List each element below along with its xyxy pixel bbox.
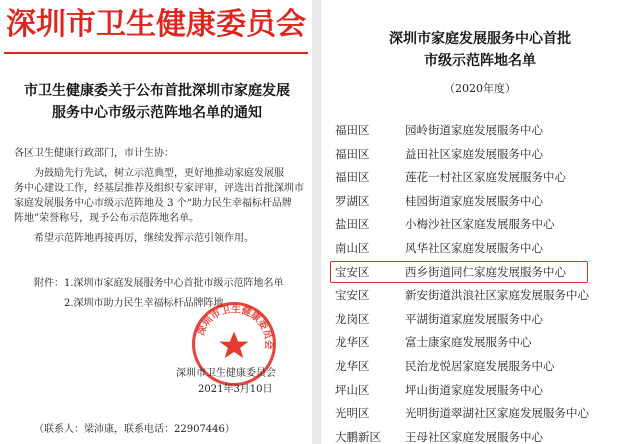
list-title (321, 28, 639, 72)
district-cell: 光明区 (335, 406, 370, 421)
notice-title-line: 市卫生健康委关于公布首批深圳市家庭发展 (24, 83, 290, 99)
district-cell: 南山区 (335, 240, 370, 255)
district-cell: 福田区 (335, 123, 370, 137)
list-row (331, 283, 631, 307)
list-row (331, 236, 631, 260)
notice-page (0, 0, 312, 444)
district-cell: 罗湖区 (335, 193, 370, 208)
center-name-cell: 桂园街道家庭发展服务中心 (405, 193, 543, 208)
center-name-cell: 坪山街道家庭发展服务中心 (405, 382, 543, 397)
center-name-cell: 风华社区家庭发展服务中心 (405, 240, 543, 255)
list-page (321, 0, 639, 444)
list-row (331, 330, 631, 354)
district-cell: 福田区 (335, 146, 370, 161)
list-row (331, 142, 631, 166)
salutation: 各区卫生健康行政部门，市计生协： (14, 148, 174, 159)
district-cell: 大鹏新区 (335, 429, 381, 444)
list-title-line: 深圳市家庭发展服务中心首批 (389, 31, 571, 47)
district-cell: 坪山区 (335, 382, 370, 397)
center-name-cell: 平湖街道家庭发展服务中心 (405, 311, 543, 326)
list-row (331, 378, 631, 402)
center-name-cell: 民治龙悦居家庭发展服务中心 (405, 358, 555, 373)
list-row (331, 212, 631, 236)
district-cell: 福田区 (335, 170, 370, 185)
list-row (331, 118, 631, 142)
center-name-cell: 园岭街道家庭发展服务中心 (405, 123, 543, 137)
contact-info: （联系人：梁沛康，联系电话：22907446） (34, 424, 235, 435)
list-row (331, 401, 631, 425)
paragraph-line: 务中心建设工作，经基层推荐及组织专家评审，评选出首批深圳市 (14, 183, 304, 194)
attachment-item: 2.深圳市助力民生幸福标杆品牌阵地 (64, 298, 224, 309)
list-row (331, 189, 631, 213)
center-name-cell: 益田社区家庭发展服务中心 (405, 146, 543, 161)
center-name-cell: 小梅沙社区家庭发展服务中心 (405, 217, 555, 232)
center-name-cell: 光明街道翠湖社区家庭发展服务中心 (405, 406, 589, 421)
paragraph-line: 阵地”荣誉称号，现予公布示范阵地名单。 (14, 213, 200, 224)
district-cell: 龙华区 (335, 335, 370, 350)
district-cell: 龙岗区 (335, 311, 370, 326)
center-name-cell: 莲花一村社区家庭发展服务中心 (405, 170, 566, 185)
list-row (331, 165, 631, 189)
org-header: 深圳市卫生健康委员会 (6, 7, 306, 42)
list-title-line: 市级示范阵地名单 (424, 53, 536, 69)
paragraph-line: 希望示范阵地再接再厉，继续发挥示范引领作用。 (34, 233, 254, 244)
notice-title-line: 服务中心市级示范阵地名单的通知 (52, 105, 262, 121)
center-list (331, 118, 631, 444)
center-name-cell: 富士康家庭发展服务中心 (405, 335, 532, 350)
district-cell: 龙华区 (335, 358, 370, 373)
highlighted-list-row (331, 260, 631, 284)
center-name-cell: 西乡街道同仁家庭发展服务中心 (405, 264, 566, 279)
notice-title (14, 80, 300, 124)
center-name-cell: 王母社区家庭发展服务中心 (405, 429, 543, 444)
signature-date: 2021年3月10日 (198, 384, 273, 395)
list-row (331, 354, 631, 378)
paragraph-line: 为鼓励先行先试，树立示范典型，更好地推动家庭发展服 (34, 168, 284, 179)
district-cell: 宝安区 (335, 288, 370, 303)
list-year: （2020年度） (444, 82, 516, 95)
red-rule-divider (4, 52, 308, 54)
list-row (331, 307, 631, 331)
paragraph-line: 家庭发展服务中心市级示范阵地及 3 个“助力民生幸福标杆品牌 (14, 198, 292, 209)
list-row (331, 425, 631, 444)
svg-text:深圳市卫生健康委员会: 深圳市卫生健康委员会 (195, 304, 274, 350)
district-cell: 盐田区 (335, 217, 370, 232)
center-name-cell: 新安街道洪浪社区家庭发展服务中心 (405, 288, 589, 303)
district-cell: 宝安区 (335, 264, 370, 279)
signature-org: 深圳市卫生健康委员会 (176, 368, 276, 379)
attachment-item: 附件：1.深圳市家庭发展服务中心首批市级示范阵地名单 (34, 278, 284, 289)
